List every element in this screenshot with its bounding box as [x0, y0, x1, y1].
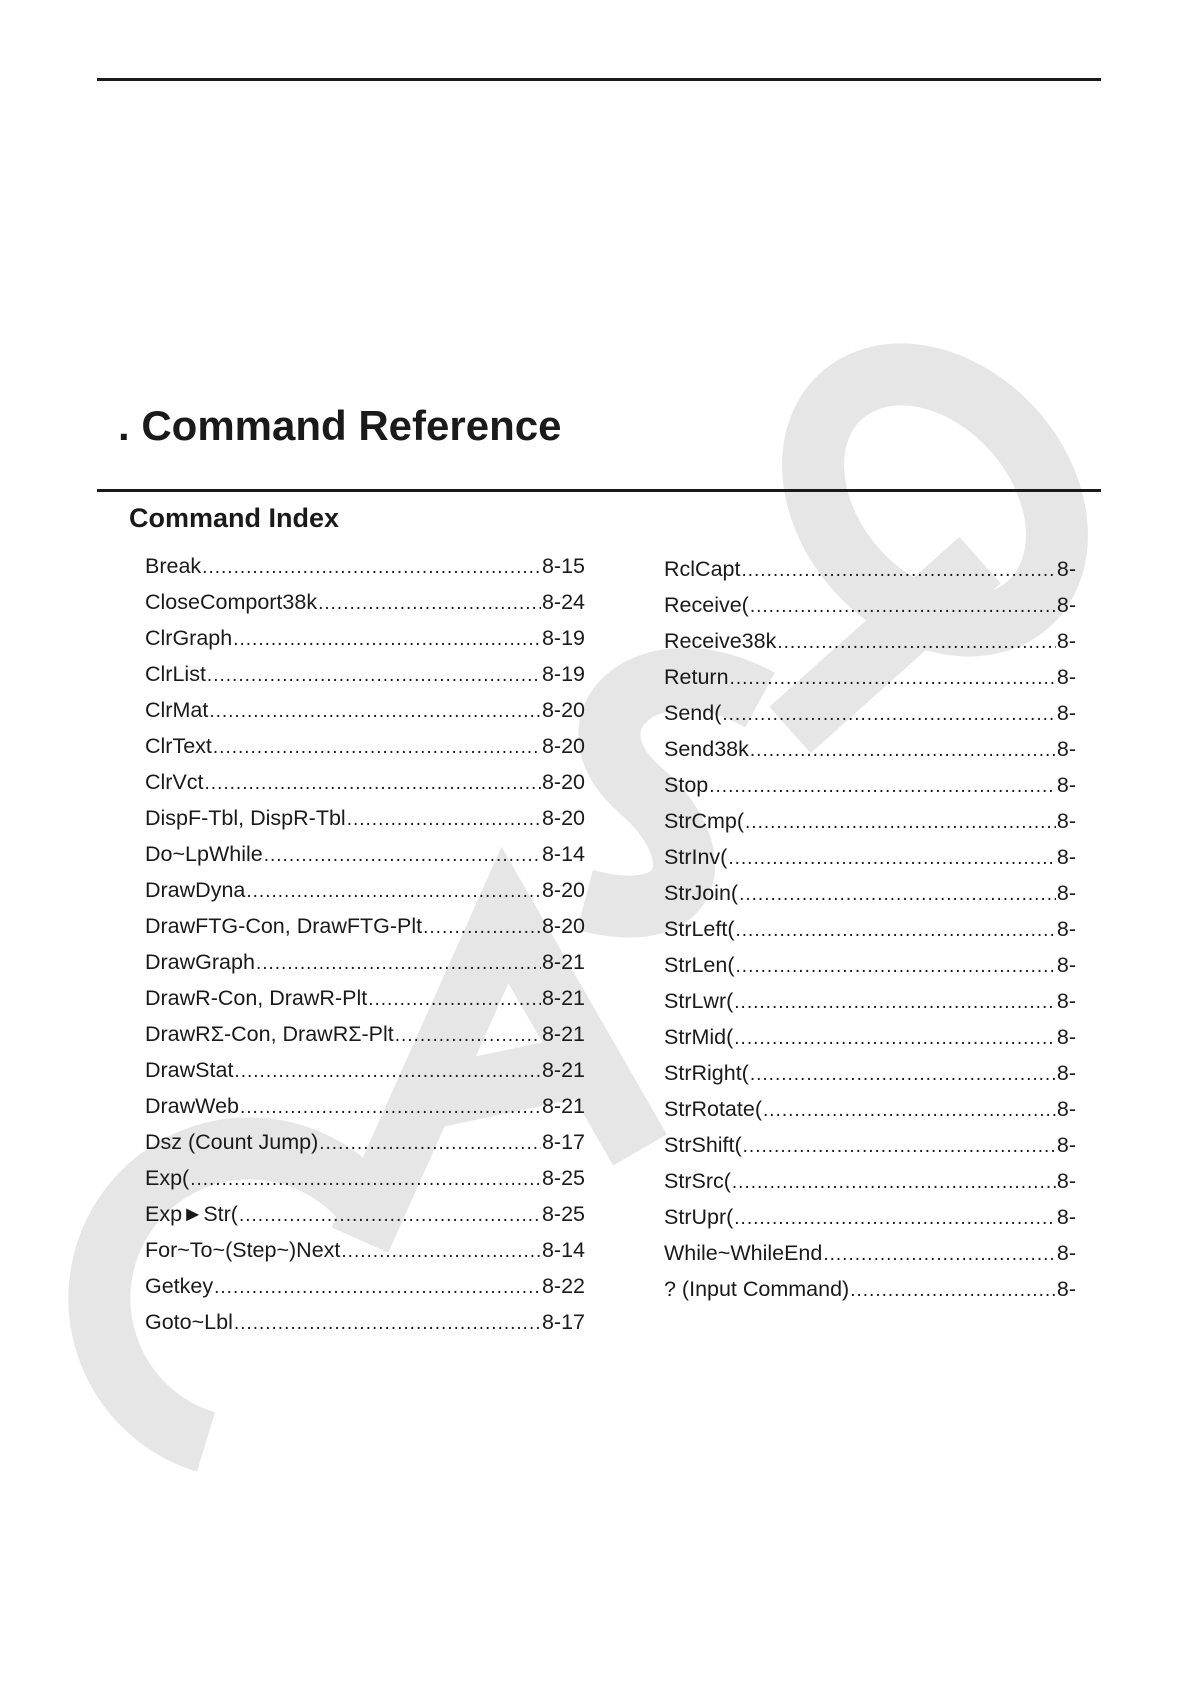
- index-entry-name: ClrMat: [145, 698, 209, 722]
- index-entry-page: 8-: [1056, 701, 1076, 725]
- index-entry: [664, 1271, 1076, 1307]
- top-rule: [97, 78, 1101, 81]
- index-entry-page: 8-20: [541, 770, 585, 794]
- index-entry: [145, 980, 585, 1016]
- dot-leader: [239, 1196, 541, 1232]
- index-entry-name: ClrVct: [145, 770, 204, 794]
- index-entry: [145, 944, 585, 980]
- index-entry: [145, 1304, 585, 1340]
- index-entry-name: ClrGraph: [145, 626, 233, 650]
- index-entry-name: DrawFTG-Con, DrawFTG-Plt: [145, 914, 423, 938]
- dot-leader: [734, 1199, 1056, 1235]
- dot-leader: [750, 587, 1056, 623]
- index-entry-name: DrawGraph: [145, 950, 255, 974]
- command-index-right-column: [664, 551, 1076, 1307]
- index-entry: [145, 1088, 585, 1124]
- dot-leader: [734, 1019, 1056, 1055]
- dot-leader: [750, 731, 1056, 767]
- index-entry-name: DrawWeb: [145, 1094, 239, 1118]
- index-entry-name: For~To~(Step~)Next: [145, 1238, 341, 1262]
- index-entry: [664, 1199, 1076, 1235]
- dot-leader: [395, 1016, 541, 1052]
- index-entry-name: StrSrc(: [664, 1169, 731, 1193]
- index-entry: [145, 800, 585, 836]
- index-entry: [664, 695, 1076, 731]
- index-entry: [145, 1124, 585, 1160]
- dot-leader: [319, 1124, 541, 1160]
- index-entry: [664, 623, 1076, 659]
- index-entry: [664, 1163, 1076, 1199]
- dot-leader: [209, 692, 541, 728]
- index-entry-page: 8-: [1056, 1133, 1076, 1157]
- index-entry-page: 8-: [1056, 1241, 1076, 1265]
- index-entry-page: 8-21: [541, 1094, 585, 1118]
- index-entry-name: Getkey: [145, 1274, 214, 1298]
- index-entry: [664, 1127, 1076, 1163]
- index-entry-name: ? (Input Command): [664, 1277, 850, 1301]
- index-entry: [664, 1091, 1076, 1127]
- dot-leader: [423, 908, 541, 944]
- index-entry-page: 8-: [1056, 1061, 1076, 1085]
- index-entry-page: 8-14: [541, 842, 585, 866]
- index-entry-name: StrRight(: [664, 1061, 749, 1085]
- index-entry-page: 8-20: [541, 806, 585, 830]
- dot-leader: [739, 875, 1056, 911]
- index-entry-name: StrUpr(: [664, 1205, 734, 1229]
- index-entry-page: 8-24: [541, 590, 585, 614]
- dot-leader: [745, 803, 1056, 839]
- index-entry: [145, 1268, 585, 1304]
- index-entry-page: 8-21: [541, 1022, 585, 1046]
- index-entry-name: Break: [145, 554, 202, 578]
- index-entry-name: DispF-Tbl, DispR-Tbl: [145, 806, 346, 830]
- index-entry: [664, 947, 1076, 983]
- index-entry-page: 8-20: [541, 878, 585, 902]
- dot-leader: [207, 656, 541, 692]
- index-entry-name: Return: [664, 665, 729, 689]
- dot-leader: [368, 980, 541, 1016]
- index-entry: [664, 1019, 1076, 1055]
- dot-leader: [736, 947, 1056, 983]
- index-entry-name: StrMid(: [664, 1025, 734, 1049]
- index-entry-page: 8-17: [541, 1130, 585, 1154]
- index-entry: [664, 587, 1076, 623]
- index-entry: [145, 836, 585, 872]
- dot-leader: [850, 1271, 1056, 1307]
- index-entry: [145, 620, 585, 656]
- index-entry-page: 8-17: [541, 1310, 585, 1334]
- index-entry-name: StrInv(: [664, 845, 728, 869]
- index-entry: [664, 1235, 1076, 1271]
- index-entry-page: 8-20: [541, 914, 585, 938]
- dot-leader: [736, 911, 1056, 947]
- index-entry: [145, 1232, 585, 1268]
- dot-leader: [213, 728, 541, 764]
- index-entry: [145, 1052, 585, 1088]
- dot-leader: [777, 623, 1056, 659]
- index-entry-name: StrLwr(: [664, 989, 734, 1013]
- dot-leader: [256, 944, 541, 980]
- index-entry: [145, 692, 585, 728]
- index-entry-page: 8-: [1056, 1277, 1076, 1301]
- index-entry: [145, 1196, 585, 1232]
- dot-leader: [205, 764, 541, 800]
- index-entry: [145, 548, 585, 584]
- dot-leader: [741, 551, 1055, 587]
- index-entry-name: While~WhileEnd: [664, 1241, 823, 1265]
- index-entry: [145, 728, 585, 764]
- dot-leader: [730, 659, 1056, 695]
- dot-leader: [734, 983, 1056, 1019]
- index-entry-name: Exp►Str(: [145, 1202, 238, 1226]
- index-entry-name: ClrText: [145, 734, 212, 758]
- section-title: Command Index: [129, 503, 340, 533]
- index-entry-name: Receive(: [664, 593, 749, 617]
- index-entry-name: Send38k: [664, 737, 749, 761]
- dot-leader: [347, 800, 541, 836]
- index-entry-page: 8-15: [541, 554, 585, 578]
- index-entry: [664, 659, 1076, 695]
- index-entry: [664, 767, 1076, 803]
- index-entry-page: 8-21: [541, 986, 585, 1010]
- index-entry: [664, 731, 1076, 767]
- index-entry-page: 8-: [1056, 1097, 1076, 1121]
- index-entry: [664, 839, 1076, 875]
- index-entry-page: 8-: [1056, 845, 1076, 869]
- index-entry: [145, 584, 585, 620]
- index-entry-name: Receive38k: [664, 629, 777, 653]
- index-entry-page: 8-19: [541, 662, 585, 686]
- dot-leader: [202, 548, 541, 584]
- index-entry-page: 8-: [1056, 629, 1076, 653]
- dot-leader: [234, 1304, 541, 1340]
- dot-leader: [318, 584, 541, 620]
- index-entry-name: Dsz (Count Jump): [145, 1130, 319, 1154]
- index-entry-name: Stop: [664, 773, 709, 797]
- index-entry: [145, 764, 585, 800]
- dot-leader: [763, 1091, 1056, 1127]
- dot-leader: [234, 1052, 541, 1088]
- index-entry-page: 8-: [1056, 1205, 1076, 1229]
- index-entry: [145, 872, 585, 908]
- index-entry: [664, 803, 1076, 839]
- index-entry-page: 8-25: [541, 1202, 585, 1226]
- index-entry-name: StrCmp(: [664, 809, 745, 833]
- index-entry: [664, 1055, 1076, 1091]
- dot-leader: [264, 836, 541, 872]
- index-entry: [664, 983, 1076, 1019]
- index-entry-page: 8-: [1056, 737, 1076, 761]
- index-entry-page: 8-22: [541, 1274, 585, 1298]
- index-entry: [145, 1160, 585, 1196]
- index-entry-page: 8-: [1056, 881, 1076, 905]
- index-entry: [664, 875, 1076, 911]
- index-entry-name: ClrList: [145, 662, 206, 686]
- index-entry-page: 8-21: [541, 1058, 585, 1082]
- dot-leader: [750, 1055, 1056, 1091]
- index-entry-page: 8-20: [541, 734, 585, 758]
- index-entry-name: RclCapt: [664, 557, 741, 581]
- index-entry-name: Exp(: [145, 1166, 190, 1190]
- chapter-title: . Command Reference: [118, 402, 562, 449]
- index-entry-name: DrawDyna: [145, 878, 246, 902]
- index-entry-name: StrLen(: [664, 953, 735, 977]
- dot-leader: [240, 1088, 541, 1124]
- index-entry-name: StrJoin(: [664, 881, 739, 905]
- dot-leader: [722, 695, 1056, 731]
- index-entry-name: CloseComport38k: [145, 590, 318, 614]
- dot-leader: [709, 767, 1056, 803]
- index-entry-name: StrShift(: [664, 1133, 742, 1157]
- index-entry-page: 8-: [1056, 1025, 1076, 1049]
- dot-leader: [214, 1268, 541, 1304]
- index-entry-name: StrLeft(: [664, 917, 735, 941]
- index-entry-page: 8-21: [541, 950, 585, 974]
- index-entry: [664, 551, 1076, 587]
- index-entry-page: 8-19: [541, 626, 585, 650]
- index-entry-name: Do~LpWhile: [145, 842, 263, 866]
- dot-leader: [246, 872, 541, 908]
- index-entry-name: StrRotate(: [664, 1097, 762, 1121]
- section-rule: [97, 489, 1101, 492]
- dot-leader: [743, 1127, 1056, 1163]
- dot-leader: [728, 839, 1056, 875]
- dot-leader: [732, 1163, 1056, 1199]
- index-entry-name: Goto~Lbl: [145, 1310, 233, 1334]
- index-entry: [145, 656, 585, 692]
- dot-leader: [190, 1160, 541, 1196]
- dot-leader: [341, 1232, 541, 1268]
- index-entry-page: 8-25: [541, 1166, 585, 1190]
- index-entry-page: 8-: [1056, 665, 1076, 689]
- index-entry-name: DrawStat: [145, 1058, 234, 1082]
- index-entry: [664, 911, 1076, 947]
- index-entry-page: 8-: [1056, 1169, 1076, 1193]
- index-entry-page: 8-: [1056, 593, 1076, 617]
- index-entry-page: 8-20: [541, 698, 585, 722]
- index-entry-page: 8-: [1056, 557, 1076, 581]
- dot-leader: [823, 1235, 1056, 1271]
- dot-leader: [233, 620, 541, 656]
- index-entry-page: 8-: [1056, 953, 1076, 977]
- index-entry-page: 8-: [1056, 989, 1076, 1013]
- index-entry-page: 8-: [1056, 809, 1076, 833]
- index-entry-name: Send(: [664, 701, 722, 725]
- command-index-left-column: [145, 548, 585, 1340]
- index-entry-page: 8-: [1056, 917, 1076, 941]
- index-entry: [145, 908, 585, 944]
- index-entry-page: 8-: [1056, 773, 1076, 797]
- index-entry: [145, 1016, 585, 1052]
- index-entry-page: 8-14: [541, 1238, 585, 1262]
- index-entry-name: DrawR-Con, DrawR-Plt: [145, 986, 368, 1010]
- index-entry-name: DrawRΣ-Con, DrawRΣ-Plt: [145, 1022, 394, 1046]
